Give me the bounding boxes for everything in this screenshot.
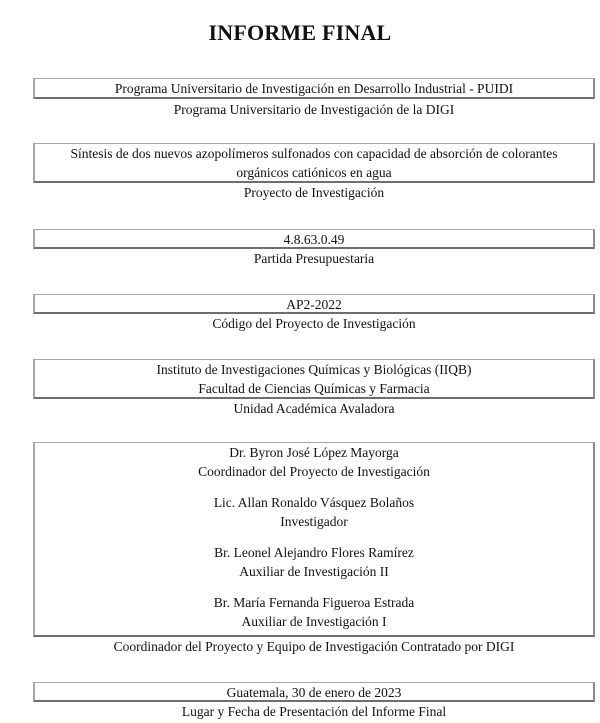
project-code-value: AP2-2022 xyxy=(286,297,342,312)
team-member xyxy=(35,593,593,631)
team-member xyxy=(35,493,593,531)
budget-line-caption: Partida Presupuestaria xyxy=(253,251,375,266)
team-member-role: Auxiliar de Investigación I xyxy=(241,614,387,629)
team-member-role: Coordinador del Proyecto de Investigación xyxy=(198,464,430,479)
project-title-box xyxy=(33,143,595,183)
academic-unit-caption: Unidad Académica Avaladora xyxy=(233,401,395,416)
place-date-caption: Lugar y Fecha de Presentación del Informe Final xyxy=(181,704,447,719)
program-box xyxy=(33,78,595,99)
team-member xyxy=(35,443,593,481)
team-member-role: Investigador xyxy=(280,514,348,529)
academic-unit-box xyxy=(33,359,595,399)
project-code-box xyxy=(33,294,595,314)
team-member xyxy=(35,543,593,581)
place-date-box xyxy=(33,682,595,702)
document-title: INFORME FINAL xyxy=(208,20,392,45)
budget-line-value: 4.8.63.0.49 xyxy=(283,232,345,247)
team-member-name: Lic. Allan Ronaldo Vásquez Bolaños xyxy=(213,495,415,510)
team-member-name: Dr. Byron José López Mayorga xyxy=(229,445,399,460)
project-title-line-1: Síntesis de dos nuevos azopolímeros sulfonados con capacidad de absorción de colorantes xyxy=(70,146,558,161)
team-caption: Coordinador del Proyecto y Equipo de Investigación Contratado por DIGI xyxy=(113,639,515,654)
place-date-value: Guatemala, 30 de enero de 2023 xyxy=(226,685,402,700)
project-title-line-2: orgánicos catiónicos en agua xyxy=(236,165,392,180)
budget-line-box xyxy=(33,229,595,249)
team-box xyxy=(33,442,595,637)
institute-name: Instituto de Investigaciones Químicas y Biológicas (IIQB) xyxy=(156,362,472,377)
program-name: Programa Universitario de Investigación en Desarrollo Industrial - PUIDI xyxy=(114,81,514,96)
team-member-role: Auxiliar de Investigación II xyxy=(239,564,389,579)
team-member-name: Br. María Fernanda Figueroa Estrada xyxy=(213,595,415,610)
program-caption: Programa Universitario de Investigación de la DIGI xyxy=(173,102,455,117)
project-caption: Proyecto de Investigación xyxy=(243,185,385,200)
faculty-name: Facultad de Ciencias Químicas y Farmacia xyxy=(198,381,430,396)
team-member-name: Br. Leonel Alejandro Flores Ramírez xyxy=(214,545,414,560)
project-code-caption: Código del Proyecto de Investigación xyxy=(212,316,416,331)
